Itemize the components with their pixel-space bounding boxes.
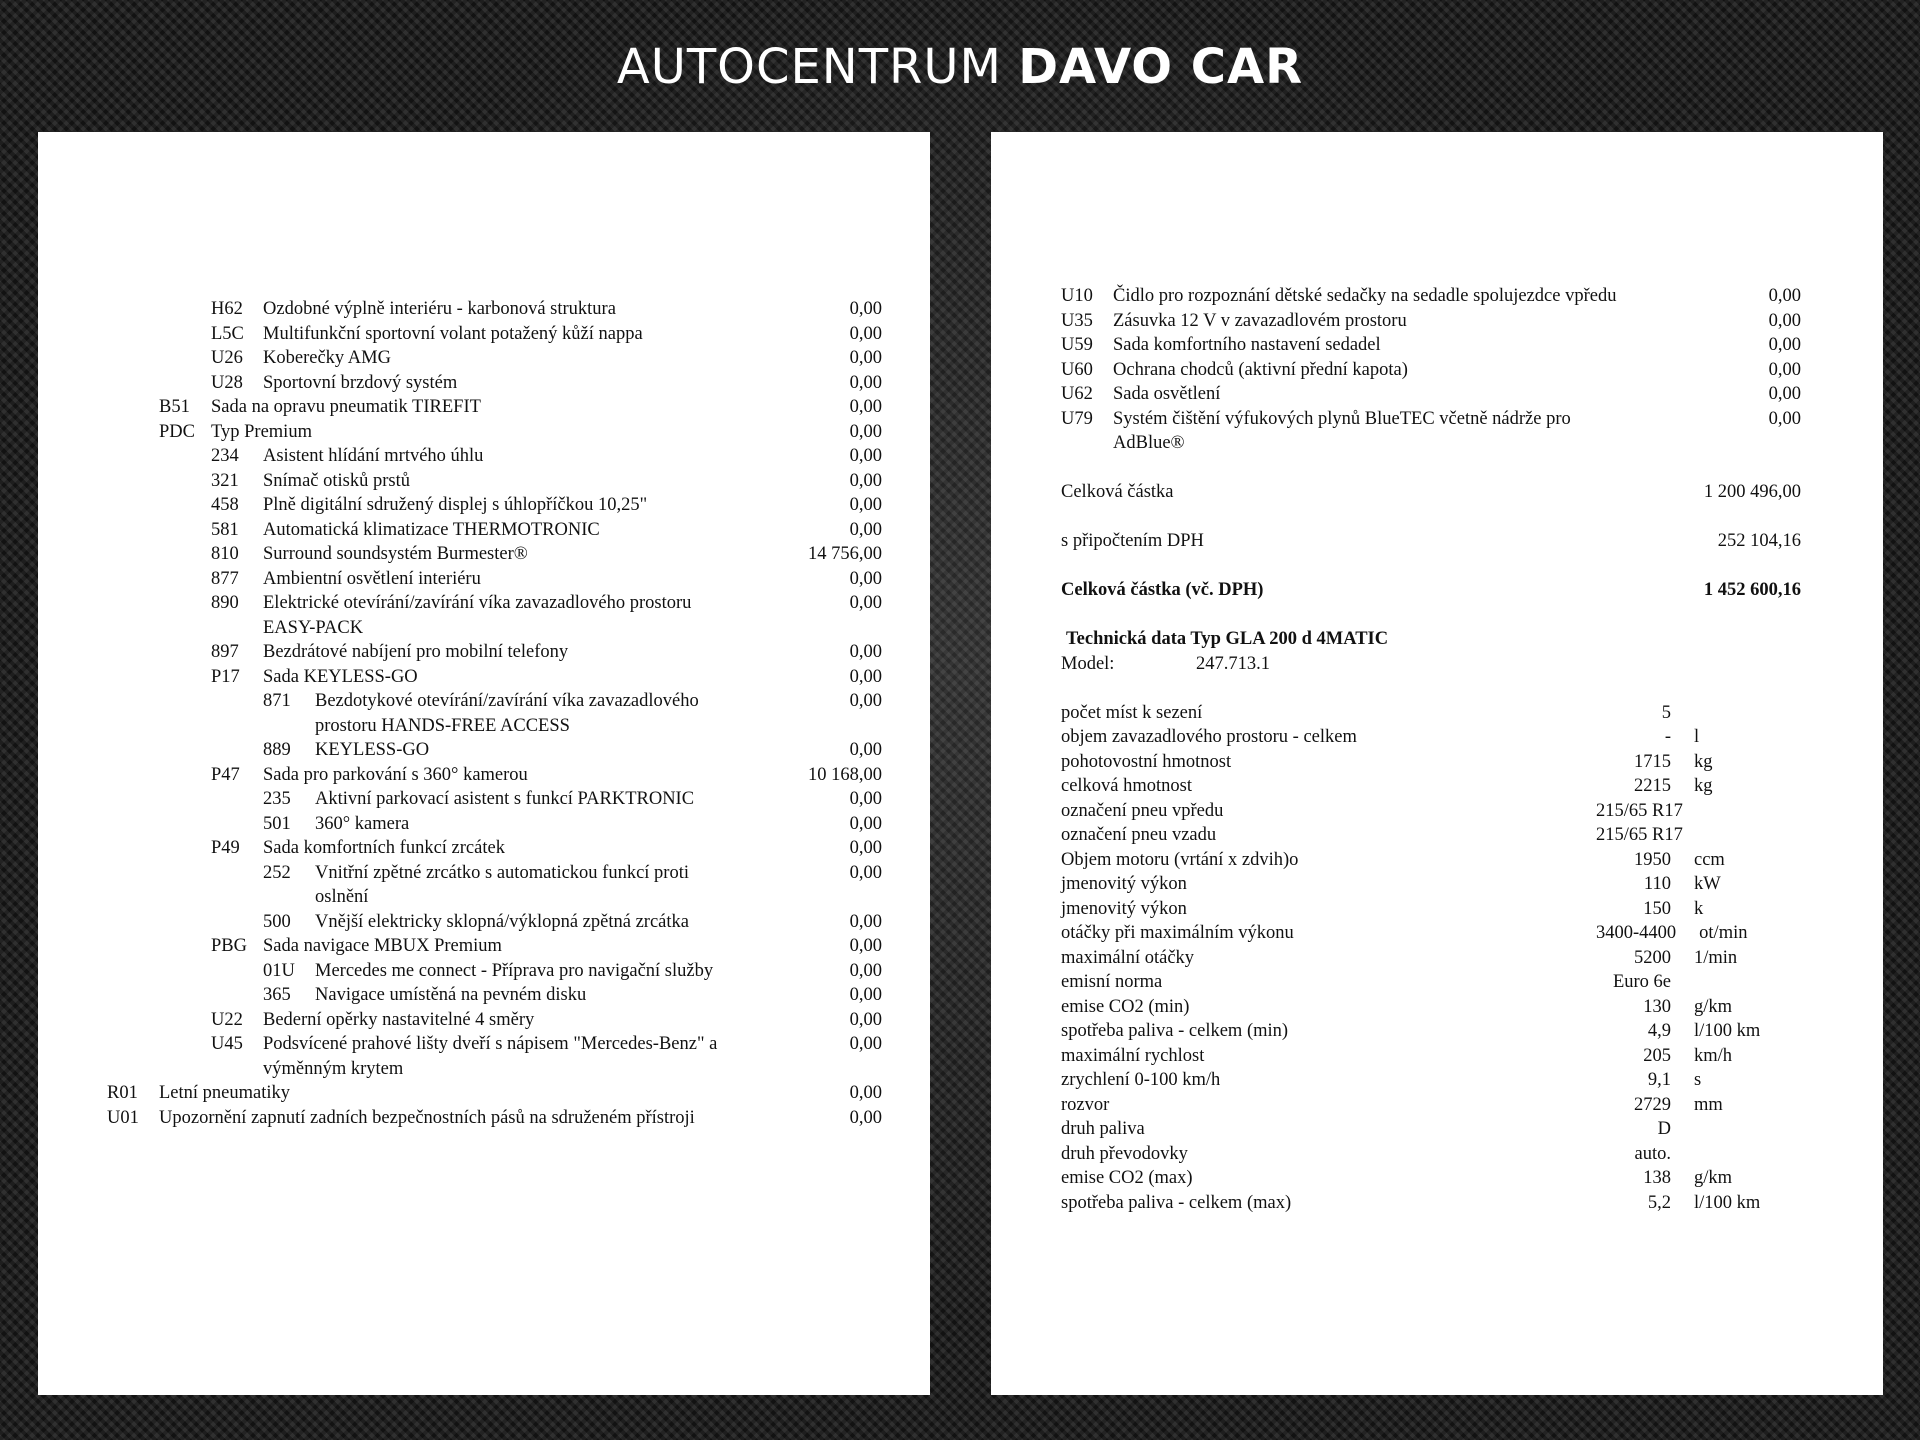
tech-unit: kg <box>1694 776 1713 796</box>
model-value: 247.713.1 <box>1196 653 1270 674</box>
option-description: Bezdotykové otevírání/zavírání víka zavazadlového prostoru HANDS-FREE ACCESS <box>315 691 699 736</box>
option-description: Sada komfortních funkcí zrcátek <box>263 838 505 858</box>
tech-value: 2215 <box>1634 776 1671 796</box>
option-code: 365 <box>263 985 291 1005</box>
equipment-row <box>107 567 882 592</box>
equipment-row <box>107 395 882 420</box>
option-description: Letní pneumatiky <box>159 1083 291 1103</box>
option-code: U62 <box>1061 384 1093 404</box>
tech-label: emise CO2 (min) <box>1061 996 1190 1017</box>
option-code: U01 <box>107 1107 139 1128</box>
tech-label: počet míst k sezení <box>1061 702 1203 723</box>
tech-data-row <box>1061 946 1801 971</box>
tech-label: označení pneu vzadu <box>1061 825 1217 845</box>
option-price: 0,00 <box>849 985 882 1005</box>
option-code: 500 <box>263 911 291 932</box>
option-price: 0,00 <box>849 421 882 442</box>
option-code: 235 <box>263 789 291 809</box>
equipment-row <box>107 861 882 910</box>
equipment-row <box>1061 309 1801 334</box>
option-description: Snímač otisků prstů <box>263 470 410 491</box>
tech-unit: s <box>1694 1070 1702 1090</box>
equipment-row <box>107 346 882 371</box>
option-price: 0,00 <box>849 323 882 344</box>
option-code: B51 <box>159 397 190 417</box>
grand-total-row <box>1061 578 1801 603</box>
option-price: 0,00 <box>849 642 882 662</box>
tech-label: druh paliva <box>1061 1119 1145 1139</box>
tech-label: rozvor <box>1061 1094 1110 1115</box>
equipment-row <box>107 1106 882 1131</box>
vat-row <box>1061 529 1801 554</box>
option-code: 234 <box>211 446 239 466</box>
option-description: Vnitřní zpětné zrcátko s automatickou funkcí proti oslnění <box>315 862 689 907</box>
option-price: 10 168,00 <box>808 764 882 785</box>
option-code: U59 <box>1061 335 1093 355</box>
option-description: Čidlo pro rozpoznání dětské sedačky na sedadle spolujezdce vpředu <box>1113 286 1617 306</box>
tech-data-row <box>1061 799 1801 824</box>
equipment-row <box>107 493 882 518</box>
equipment-row <box>107 1032 882 1081</box>
equipment-row <box>107 542 882 567</box>
option-code: PDC <box>159 421 195 442</box>
tech-value: 138 <box>1643 1168 1671 1188</box>
equipment-row <box>107 910 882 935</box>
option-code: U26 <box>211 348 243 368</box>
option-description: Surround soundsystém Burmester® <box>263 544 528 564</box>
option-description: Elektrické otevírání/zavírání víka zavazadlového prostoru EASY-PACK <box>263 593 692 638</box>
option-code: 877 <box>211 568 239 589</box>
option-code: R01 <box>107 1083 138 1103</box>
equipment-row <box>107 420 882 445</box>
option-code: 871 <box>263 691 291 711</box>
tech-unit: l/100 km <box>1694 1192 1761 1213</box>
tech-label: otáčky při maximálním výkonu <box>1061 923 1294 943</box>
tech-value: 205 <box>1643 1045 1671 1066</box>
tech-label: druh převodovky <box>1061 1143 1188 1164</box>
total-row <box>1061 480 1801 505</box>
tech-value: D <box>1657 1119 1671 1139</box>
option-description: Multifunkční sportovní volant potažený kůží nappa <box>263 323 643 344</box>
equipment-row <box>1061 284 1801 309</box>
tech-unit: k <box>1694 898 1704 919</box>
page-header <box>0 38 1920 96</box>
equipment-row <box>107 836 882 861</box>
tech-data-row <box>1061 970 1801 995</box>
option-code: 501 <box>263 813 291 834</box>
option-price: 0,00 <box>849 519 882 540</box>
tech-label: jmenovitý výkon <box>1061 898 1187 919</box>
equipment-row <box>1061 407 1801 456</box>
tech-unit: ot/min <box>1699 923 1748 943</box>
option-code: L5C <box>211 323 244 344</box>
right-content <box>1061 284 1801 1215</box>
equipment-row <box>107 591 882 640</box>
equipment-row <box>107 469 882 494</box>
option-price: 14 756,00 <box>808 544 882 564</box>
option-description: Upozornění zapnutí zadních bezpečnostních pásů na sdruženém přístroji <box>159 1107 695 1128</box>
grand-total-value: 1 452 600,16 <box>1703 580 1801 600</box>
equipment-row <box>107 322 882 347</box>
option-code: 889 <box>263 740 291 760</box>
equipment-row <box>107 763 882 788</box>
option-price: 0,00 <box>849 813 882 834</box>
option-price: 0,00 <box>849 838 882 858</box>
model-row <box>1061 652 1801 677</box>
option-code: H62 <box>211 299 243 319</box>
tech-unit <box>1671 701 1794 726</box>
total-label: Celková částka <box>1061 482 1174 502</box>
equipment-row <box>107 959 882 984</box>
vat-value: 252 104,16 <box>1717 531 1801 551</box>
tech-value: 215/65 R17 <box>1596 800 1683 821</box>
tech-data-row <box>1061 1166 1801 1191</box>
option-price: 0,00 <box>849 911 882 932</box>
tech-value: 5 <box>1661 702 1671 723</box>
option-description: Systém čištění výfukových plynů BlueTEC včetně nádrže pro AdBlue® <box>1113 408 1571 453</box>
option-code: 01U <box>263 960 295 981</box>
option-code: U79 <box>1061 408 1093 429</box>
option-description: Sada pro parkování s 360° kamerou <box>263 764 528 785</box>
option-code: 458 <box>211 495 239 515</box>
tech-unit: l <box>1694 727 1700 747</box>
tech-unit: ccm <box>1694 849 1725 870</box>
equipment-row <box>107 518 882 543</box>
tech-label: pohotovostní hmotnost <box>1061 751 1232 772</box>
tech-value: auto. <box>1634 1143 1671 1164</box>
option-price: 0,00 <box>849 862 882 883</box>
equipment-row <box>107 812 882 837</box>
tech-data-row <box>1061 701 1801 726</box>
tech-label: celková hmotnost <box>1061 776 1193 796</box>
tech-label: jmenovitý výkon <box>1061 874 1187 894</box>
option-description: Asistent hlídání mrtvého úhlu <box>263 446 484 466</box>
tech-data-table <box>1061 701 1801 1216</box>
tech-value: 4,9 <box>1647 1021 1671 1041</box>
tech-label: Objem motoru (vrtání x zdvih)o <box>1061 849 1299 870</box>
option-code: U28 <box>211 372 243 393</box>
tech-value: 110 <box>1643 874 1671 894</box>
tech-value: 1715 <box>1634 751 1671 772</box>
tech-unit <box>1671 970 1794 995</box>
option-price: 0,00 <box>849 789 882 809</box>
tech-unit <box>1671 1117 1794 1142</box>
option-code: U22 <box>211 1009 243 1030</box>
option-description: Bederní opěrky nastavitelné 4 směry <box>263 1009 535 1030</box>
tech-unit <box>1683 799 1806 824</box>
option-description: Sada na opravu pneumatik TIREFIT <box>211 397 481 417</box>
option-price: 0,00 <box>1768 384 1801 404</box>
option-code: P47 <box>211 764 240 785</box>
option-description: Ozdobné výplně interiéru - karbonová struktura <box>263 299 616 319</box>
tech-data-row <box>1061 1191 1801 1216</box>
tech-unit <box>1683 823 1806 848</box>
equipment-row <box>107 689 882 738</box>
tech-data-row <box>1061 1044 1801 1069</box>
tech-value: 130 <box>1643 996 1671 1017</box>
tech-label: spotřeba paliva - celkem (min) <box>1061 1021 1289 1041</box>
tech-data-row <box>1061 995 1801 1020</box>
option-price: 0,00 <box>849 1107 882 1128</box>
tech-unit: g/km <box>1694 1168 1733 1188</box>
spacer <box>1061 676 1801 701</box>
option-code: P17 <box>211 666 240 687</box>
option-description: Sada osvětlení <box>1113 384 1221 404</box>
tech-label: emisní norma <box>1061 972 1163 992</box>
option-price: 0,00 <box>849 1083 882 1103</box>
equipment-row <box>107 983 882 1008</box>
tech-unit: l/100 km <box>1694 1021 1761 1041</box>
option-description: Mercedes me connect - Příprava pro navigační služby <box>315 960 714 981</box>
equipment-row <box>107 371 882 396</box>
vat-label: s připočtením DPH <box>1061 531 1204 551</box>
tech-data-row <box>1061 1068 1801 1093</box>
option-price: 0,00 <box>849 1034 882 1054</box>
option-code: 252 <box>263 862 291 883</box>
tech-label: maximální otáčky <box>1061 947 1195 968</box>
option-code: 581 <box>211 519 239 540</box>
option-description: Sada navigace MBUX Premium <box>263 936 502 956</box>
option-code: PBG <box>211 936 247 956</box>
equipment-list <box>107 297 882 1130</box>
option-price: 0,00 <box>849 372 882 393</box>
tech-unit: g/km <box>1694 996 1733 1017</box>
option-description: Sada KEYLESS-GO <box>263 666 418 687</box>
tech-value: 2729 <box>1634 1094 1671 1115</box>
tech-value: 3400-4400 <box>1596 923 1677 943</box>
equipment-row <box>107 297 882 322</box>
option-description: Podsvícené prahové lišty dveří s nápisem "Mercedes-Benz" a výměnným krytem <box>263 1034 718 1079</box>
grand-total-label: Celková částka (vč. DPH) <box>1061 580 1264 600</box>
tech-unit <box>1671 1142 1794 1167</box>
option-price: 0,00 <box>1768 286 1801 306</box>
option-description: Typ Premium <box>211 421 312 442</box>
equipment-row <box>107 640 882 665</box>
option-price: 0,00 <box>1768 310 1801 331</box>
option-code: 810 <box>211 544 239 564</box>
tech-data-row <box>1061 774 1801 799</box>
tech-value: - <box>1664 727 1671 747</box>
option-description: Koberečky AMG <box>263 348 391 368</box>
option-description: Plně digitální sdružený displej s úhlopříčkou 10,25" <box>263 495 648 515</box>
tech-value: 5200 <box>1634 947 1671 968</box>
option-price: 0,00 <box>849 397 882 417</box>
tech-data-row <box>1061 872 1801 897</box>
tech-data-row <box>1061 1142 1801 1167</box>
option-description: Sportovní brzdový systém <box>263 372 458 393</box>
option-description: Vnější elektricky sklopná/výklopná zpětná zrcátka <box>315 911 689 932</box>
equipment-row <box>1061 358 1801 383</box>
tech-unit: kg <box>1694 751 1713 772</box>
option-code: U60 <box>1061 359 1093 380</box>
tech-data-title: Technická data Typ GLA 200 d 4MATIC <box>1066 629 1389 649</box>
tech-data-row <box>1061 1093 1801 1118</box>
right-page <box>991 132 1883 1395</box>
equipment-row <box>107 934 882 959</box>
tech-unit: kW <box>1694 874 1721 894</box>
option-code: U10 <box>1061 286 1093 306</box>
option-code: 321 <box>211 470 239 491</box>
option-description: Automatická klimatizace THERMOTRONIC <box>263 519 600 540</box>
tech-data-row <box>1061 823 1801 848</box>
tech-data-row <box>1061 725 1801 750</box>
option-description: Zásuvka 12 V v zavazadlovém prostoru <box>1113 310 1407 331</box>
equipment-list-continued <box>1061 284 1801 456</box>
equipment-row <box>1061 333 1801 358</box>
option-price: 0,00 <box>849 446 882 466</box>
left-page <box>38 132 930 1395</box>
tech-value: 150 <box>1643 898 1671 919</box>
equipment-row <box>107 738 882 763</box>
equipment-row <box>1061 382 1801 407</box>
tech-unit: 1/min <box>1694 947 1738 968</box>
option-price: 0,00 <box>849 495 882 515</box>
option-price: 0,00 <box>849 960 882 981</box>
tech-label: emise CO2 (max) <box>1061 1168 1193 1188</box>
equipment-row <box>107 665 882 690</box>
total-value: 1 200 496,00 <box>1703 482 1801 502</box>
option-description: Bezdrátové nabíjení pro mobilní telefony <box>263 642 569 662</box>
tech-value: 5,2 <box>1647 1192 1671 1213</box>
tech-value: 215/65 R17 <box>1596 825 1683 845</box>
tech-label: zrychlení 0-100 km/h <box>1061 1070 1221 1090</box>
tech-data-row <box>1061 897 1801 922</box>
brand-name-light: AUTOCENTRUM <box>616 39 1002 95</box>
option-description: KEYLESS-GO <box>315 740 430 760</box>
tech-label: objem zavazadlového prostoru - celkem <box>1061 727 1357 747</box>
option-description: Ambientní osvětlení interiéru <box>263 568 481 589</box>
tech-unit: km/h <box>1694 1045 1733 1066</box>
tech-data-row <box>1061 921 1801 946</box>
option-description: Aktivní parkovací asistent s funkcí PARKTRONIC <box>315 789 695 809</box>
option-description: Ochrana chodců (aktivní přední kapota) <box>1113 359 1408 380</box>
option-price: 0,00 <box>849 1009 882 1030</box>
option-price: 0,00 <box>849 740 882 760</box>
equipment-row <box>107 444 882 469</box>
model-label: Model: <box>1061 653 1115 674</box>
brand-name-bold: DAVO CAR <box>1018 39 1304 95</box>
tech-label: spotřeba paliva - celkem (max) <box>1061 1192 1292 1213</box>
tech-data-row <box>1061 750 1801 775</box>
tech-data-row <box>1061 848 1801 873</box>
option-price: 0,00 <box>849 593 882 613</box>
option-code: 890 <box>211 593 239 613</box>
tech-data-row <box>1061 1117 1801 1142</box>
equipment-row <box>107 1008 882 1033</box>
option-price: 0,00 <box>1768 335 1801 355</box>
option-price: 0,00 <box>849 691 882 711</box>
tech-label: označení pneu vpředu <box>1061 800 1224 821</box>
tech-value: 1950 <box>1634 849 1671 870</box>
option-price: 0,00 <box>849 470 882 491</box>
equipment-row <box>107 1081 882 1106</box>
tech-data-row <box>1061 1019 1801 1044</box>
option-description: 360° kamera <box>315 813 410 834</box>
option-price: 0,00 <box>1768 408 1801 429</box>
option-price: 0,00 <box>1768 359 1801 380</box>
tech-value: 9,1 <box>1647 1070 1671 1090</box>
option-price: 0,00 <box>849 936 882 956</box>
option-code: U35 <box>1061 310 1093 331</box>
option-description: Navigace umístěná na pevném disku <box>315 985 587 1005</box>
option-price: 0,00 <box>849 299 882 319</box>
equipment-row <box>107 787 882 812</box>
option-price: 0,00 <box>849 348 882 368</box>
option-code: 897 <box>211 642 239 662</box>
tech-value: Euro 6e <box>1612 972 1671 992</box>
tech-label: maximální rychlost <box>1061 1045 1205 1066</box>
option-price: 0,00 <box>849 568 882 589</box>
option-description: Sada komfortního nastavení sedadel <box>1113 335 1381 355</box>
option-code: P49 <box>211 838 240 858</box>
option-code: U45 <box>211 1034 243 1054</box>
option-price: 0,00 <box>849 666 882 687</box>
tech-unit: mm <box>1694 1094 1723 1115</box>
